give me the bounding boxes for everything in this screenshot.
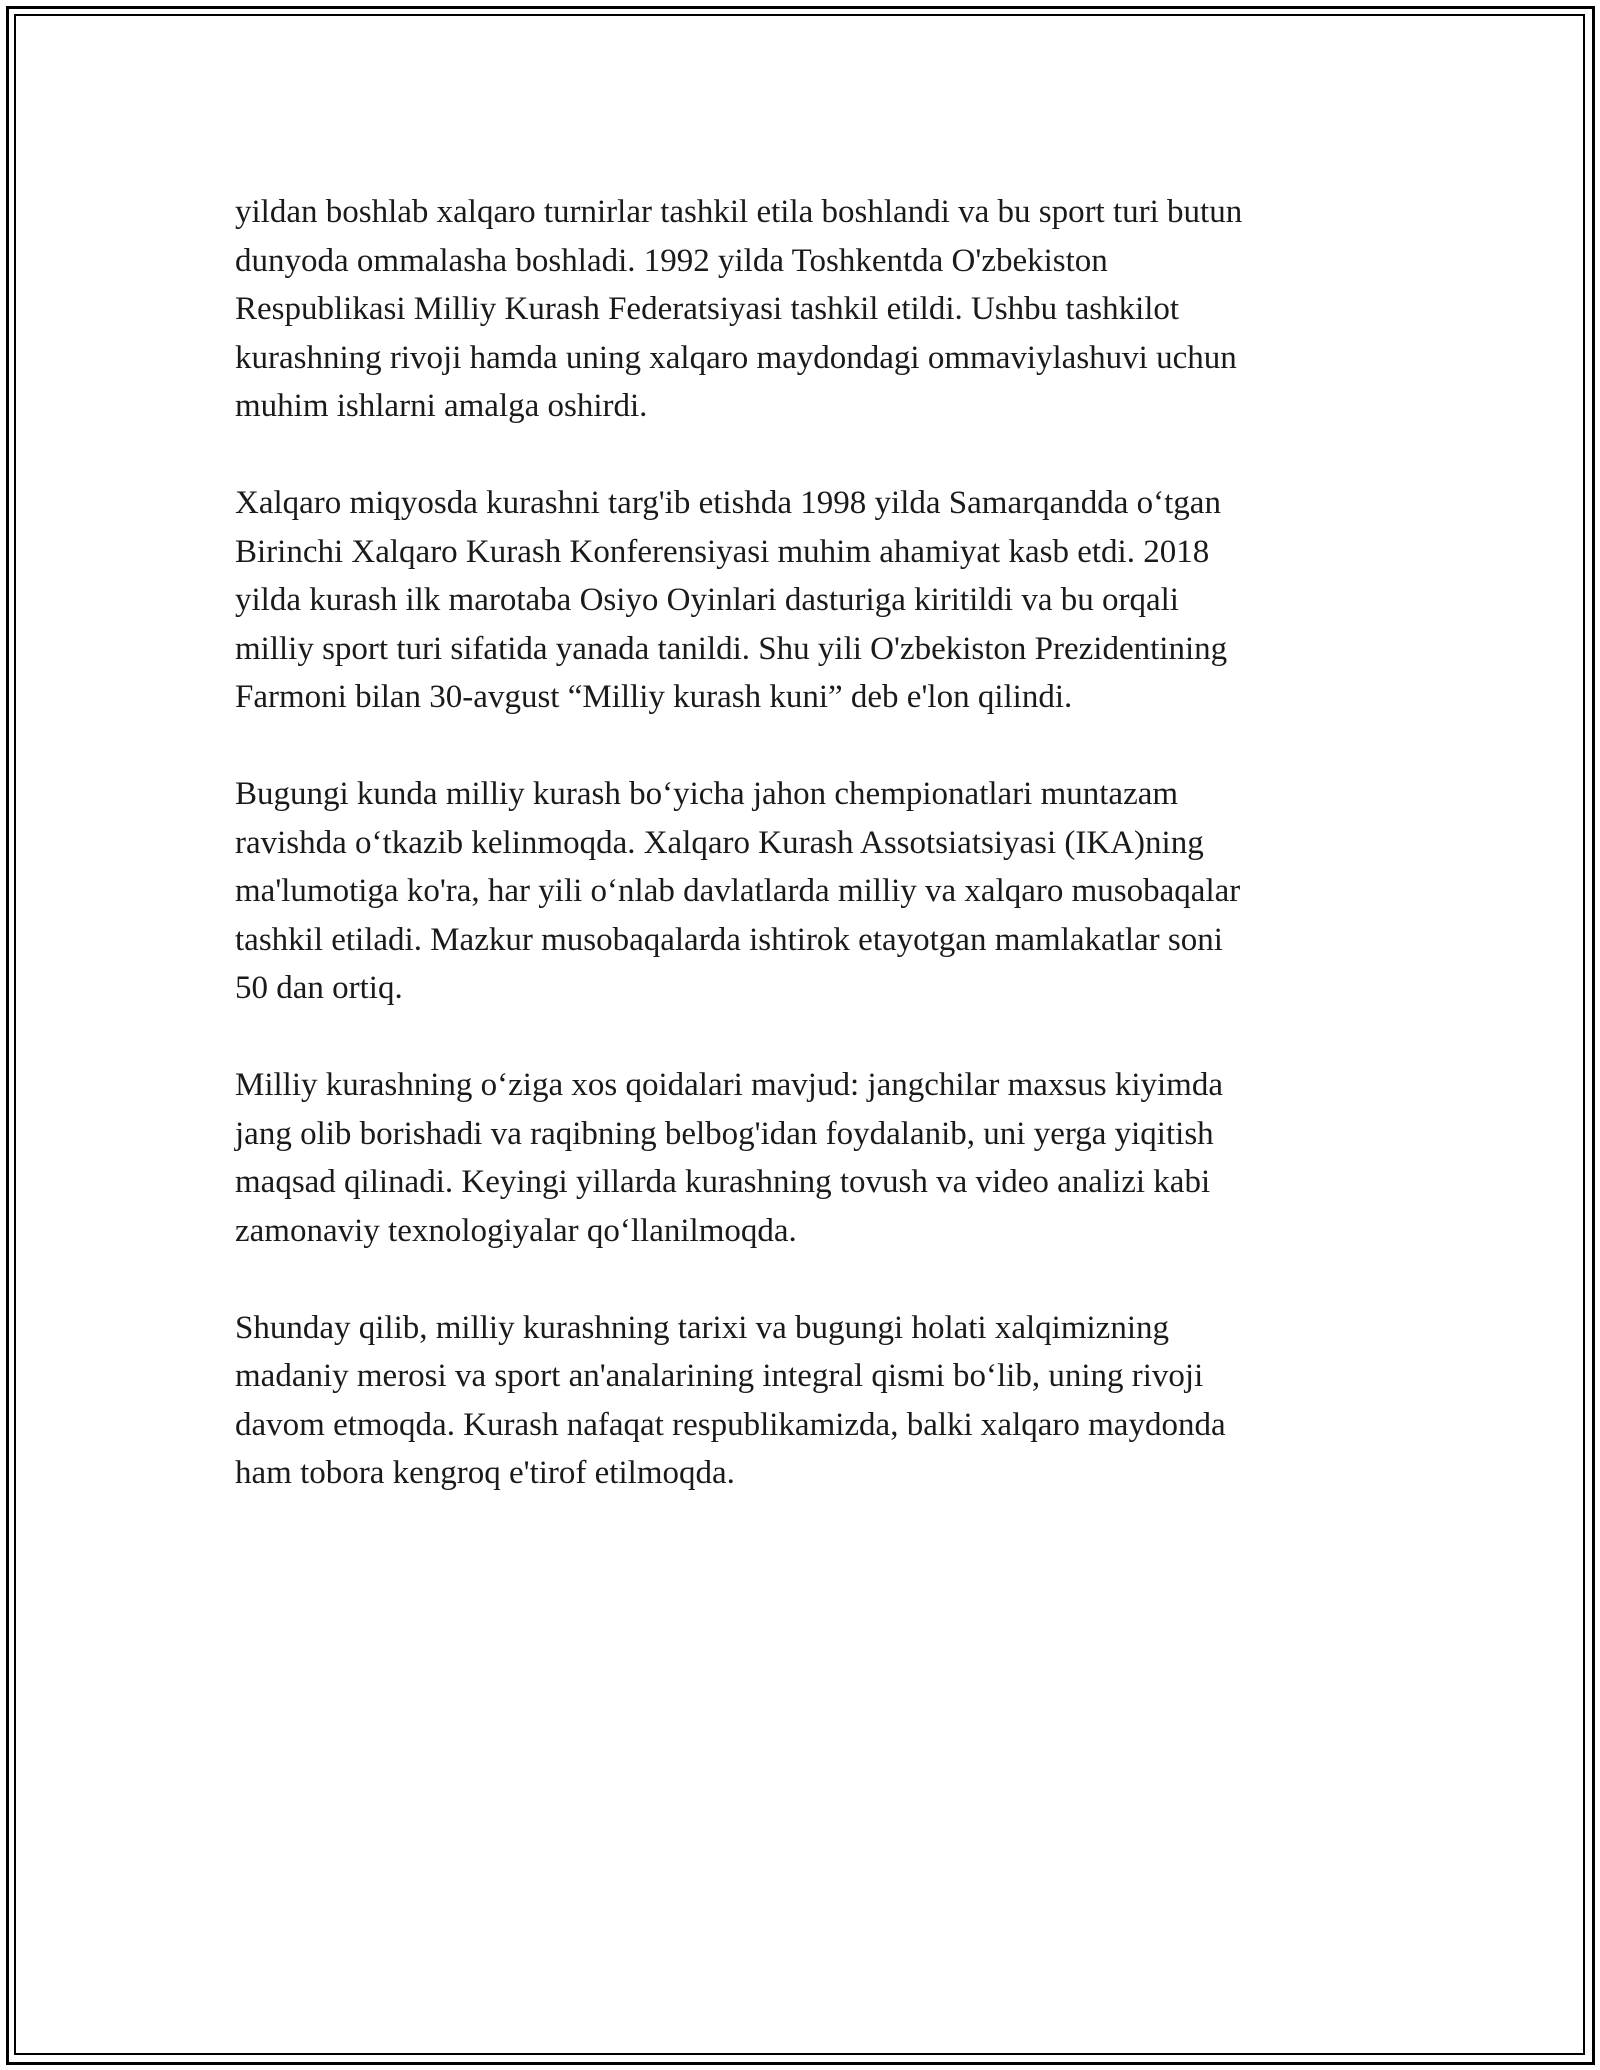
document-body: [235, 188, 1375, 1546]
paragraph-2: [235, 479, 1375, 722]
text-line: milliy sport turi sifatida yanada tanildi. Shu yili O'zbekiston Prezidentining: [235, 630, 1228, 667]
text-line: davom etmoqda. Kurash nafaqat respublikamizda, balki xalqaro maydonda: [235, 1406, 1226, 1443]
text-line: ham tobora kengroq e'tirof etilmoqda.: [235, 1455, 735, 1491]
text-line: madaniy merosi va sport an'analarining integral qismi boʻlib, uning rivoji: [235, 1358, 1204, 1394]
text-line: muhim ishlarni amalga oshirdi.: [235, 388, 648, 424]
text-line: Farmoni bilan 30-avgust “Milliy kurash kuni” deb e'lon qilindi.: [235, 679, 1073, 715]
text-line: Milliy kurashning oʻziga xos qoidalari mavjud: jangchilar maxsus kiyimda: [235, 1067, 1223, 1103]
text-line: 50 dan ortiq.: [235, 970, 403, 1006]
text-line: zamonaviy texnologiyalar qoʻllanilmoqda.: [235, 1212, 797, 1249]
text-line: Bugungi kunda milliy kurash boʻyicha jahon chempionatlari muntazam: [235, 776, 1179, 812]
text-line: yilda kurash ilk marotaba Osiyo Oyinlari dasturiga kiritildi va bu orqali: [235, 582, 1179, 618]
text-line: yildan boshlab xalqaro turnirlar tashkil etila boshlandi va bu sport turi butun: [235, 194, 1243, 230]
text-line: tashkil etiladi. Mazkur musobaqalarda ishtirok etayotgan mamlakatlar soni: [235, 921, 1223, 958]
text-line: maqsad qilinadi. Keyingi yillarda kurashning tovush va video analizi kabi: [235, 1164, 1211, 1200]
text-line: jang olib borishadi va raqibning belbog'idan foydalanib, uni yerga yiqitish: [235, 1115, 1214, 1152]
paragraph-4: [235, 1061, 1375, 1255]
paragraph-3: [235, 770, 1375, 1013]
paragraph-5: [235, 1304, 1375, 1498]
text-line: Birinchi Xalqaro Kurash Konferensiyasi muhim ahamiyat kasb etdi. 2018: [235, 533, 1210, 570]
text-line: ravishda oʻtkazib kelinmoqda. Xalqaro Kurash Assotsiatsiyasi (IKA)ning: [235, 824, 1204, 861]
text-line: kurashning rivoji hamda uning xalqaro maydondagi ommaviylashuvi uchun: [235, 339, 1237, 376]
text-line: ma'lumotiga ko'ra, har yili oʻnlab davlatlarda milliy va xalqaro musobaqalar: [235, 873, 1241, 909]
text-line: Respublikasi Milliy Kurash Federatsiyasi tashkil etildi. Ushbu tashkilot: [235, 291, 1180, 327]
text-line: Xalqaro miqyosda kurashni targ'ib etishda 1998 yilda Samarqandda oʻtgan: [235, 485, 1221, 521]
text-line: Shunday qilib, milliy kurashning tarixi va bugungi holati xalqimizning: [235, 1309, 1169, 1346]
text-line: dunyoda ommalasha boshladi. 1992 yilda Toshkentda O'zbekiston: [235, 242, 1108, 279]
paragraph-1: [235, 188, 1375, 431]
